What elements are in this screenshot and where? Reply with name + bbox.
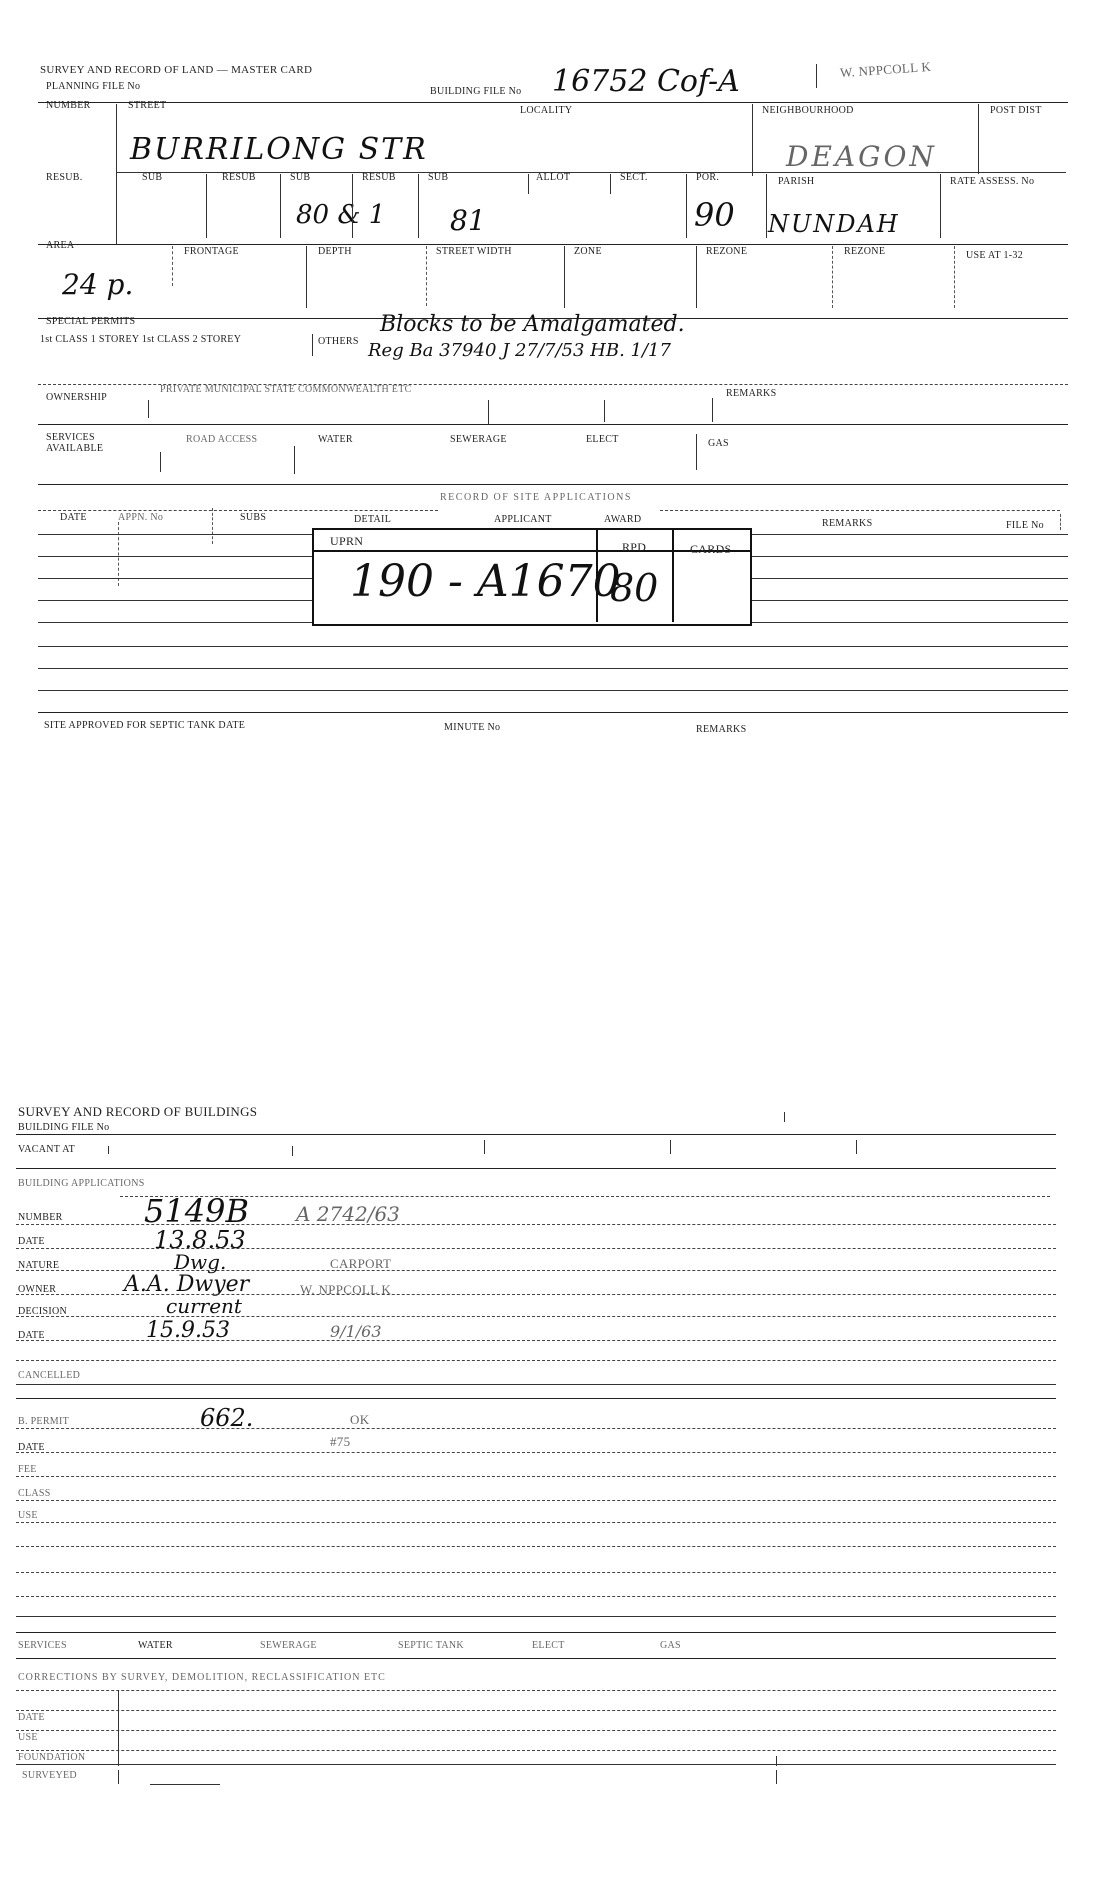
others-note-1: Blocks to be Amalgamated. [380, 312, 685, 337]
app-date-value: 13.8.53 [154, 1226, 246, 1254]
ownership-options: PRIVATE MUNICIPAL STATE COMMONWEALTH ETC [160, 384, 412, 395]
app-owner-value-2: W. NPPCOLL K [300, 1282, 392, 1297]
surveyed-label: SURVEYED [22, 1770, 77, 1781]
app-date-label: DATE [18, 1236, 45, 1247]
depth-label: DEPTH [318, 246, 352, 257]
final-foundation-label: FOUNDATION [18, 1752, 86, 1763]
sub-label-1: SUB [142, 172, 163, 183]
app-date2-value-2: 9/1/63 [330, 1322, 382, 1341]
por-label: POR. [696, 172, 720, 183]
col-date: DATE [60, 512, 87, 523]
sub-label-2: SUB [290, 172, 311, 183]
uprn-value: 190 - A1670 [350, 556, 621, 607]
col-award: AWARD [604, 514, 642, 525]
top-right-note: W. NPPCOLL K [839, 58, 932, 81]
zone-label: ZONE [574, 246, 602, 257]
col-file-no: FILE No [1006, 520, 1044, 531]
build-row-label-use: USE [18, 1510, 38, 1521]
bld-water-label: WATER [138, 1640, 173, 1651]
minute-label: MINUTE No [444, 722, 501, 733]
cards-label: CARDS [690, 542, 732, 556]
services-label-2: AVAILABLE [46, 443, 104, 454]
col-remarks: REMARKS [822, 518, 873, 529]
others-note-2: Reg Ba 37940 J 27/7/53 HB. 1/17 [368, 340, 671, 361]
bld-elect-label: ELECT [532, 1640, 565, 1651]
col-applicant: APPLICANT [494, 514, 552, 525]
app-nature-label: NATURE [18, 1260, 60, 1271]
elect-label: ELECT [586, 434, 619, 445]
area-value: 24 p. [62, 268, 134, 301]
ownership-remarks-label: REMARKS [726, 388, 777, 399]
col-appn-no: APPN. No [118, 512, 164, 523]
build-permit-label: B. PERMIT [18, 1416, 70, 1427]
street-width-label: STREET WIDTH [436, 246, 512, 257]
uprn-label: UPRN [330, 534, 364, 548]
rate-assess-label: RATE ASSESS. No [950, 176, 1035, 187]
bld-services-label: SERVICES [18, 1640, 67, 1651]
corrections-label: CORRECTIONS BY SURVEY, DEMOLITION, RECLASSIFICATION ETC [18, 1672, 386, 1683]
app-nature-value-2: CARPORT [330, 1256, 392, 1271]
vacant-at-label: VACANT AT [18, 1144, 76, 1155]
resub-label: RESUB. [46, 172, 83, 183]
app-number-value: 5149B [144, 1192, 249, 1230]
area-label: AREA [46, 240, 75, 251]
col-subs: SUBS [240, 512, 267, 523]
number-label: NUMBER [46, 100, 91, 111]
rezone-label-2: REZONE [844, 246, 886, 257]
class-label: 1st CLASS 1 STOREY 1st CLASS 2 STOREY [40, 334, 242, 345]
locality-label: LOCALITY [520, 105, 573, 116]
building-file-label: BUILDING FILE No [430, 86, 522, 97]
neighbourhood-label: NEIGHBOURHOOD [762, 105, 854, 116]
sub3-value: 81 [450, 204, 486, 237]
site-apps-title: RECORD OF SITE APPLICATIONS [440, 492, 632, 503]
ownership-label: OWNERSHIP [46, 392, 108, 403]
building-applications-label: BUILDING APPLICATIONS [18, 1178, 145, 1189]
sect-label: SECT. [620, 172, 648, 183]
col-detail: DETAIL [354, 514, 392, 525]
use-at-label: USE AT 1-32 [966, 250, 1024, 261]
sewerage-label: SEWERAGE [450, 434, 507, 445]
footer-remarks-label: REMARKS [696, 724, 747, 735]
planning-file-label: PLANNING FILE No [46, 81, 141, 92]
bld-sewerage-label: SEWERAGE [260, 1640, 317, 1651]
build-row-label-class: CLASS [18, 1488, 51, 1499]
land-card-title: SURVEY AND RECORD OF LAND — MASTER CARD [40, 64, 313, 76]
app-nature-value: Dwg. [174, 1250, 227, 1274]
por-value: 90 [694, 196, 735, 234]
post-dist-label: POST DIST [990, 105, 1042, 116]
app-date2-value: 15.9.53 [146, 1318, 230, 1343]
app-date2-label: DATE [18, 1330, 45, 1341]
bld-gas-label: GAS [660, 1640, 681, 1651]
land-rule-1 [38, 102, 1068, 103]
others-label: OTHERS [318, 336, 359, 347]
septic-label: SITE APPROVED FOR SEPTIC TANK DATE [44, 720, 246, 731]
rpd-value: 80 [610, 566, 659, 610]
app-cancelled-label: CANCELLED [18, 1370, 81, 1381]
resub-label-1: RESUB [222, 172, 256, 183]
rezone-label-1: REZONE [706, 246, 748, 257]
app-number-value-2: A 2742/63 [296, 1202, 400, 1226]
allot-label: ALLOT [536, 172, 571, 183]
services-label-1: SERVICES [46, 432, 95, 443]
build-row-label-fee: FEE [18, 1464, 37, 1475]
app-owner-label: OWNER [18, 1284, 57, 1295]
parish-label: PARISH [778, 176, 815, 187]
gas-label: GAS [708, 438, 729, 449]
final-date-label: DATE [18, 1712, 45, 1723]
building-card-file-label: BUILDING FILE No [18, 1122, 110, 1133]
build-permit-value: 662. [200, 1404, 254, 1432]
special-permits-label: SPECIAL PERMITS [46, 316, 136, 327]
street-value: BURRILONG STR [130, 132, 428, 167]
build-permit-value-2: OK [350, 1412, 370, 1427]
rpd-label: RPD [622, 540, 647, 554]
app-decision-label: DECISION [18, 1306, 68, 1317]
build-date-value-2: #75 [330, 1434, 351, 1449]
app-decision-value: current [166, 1294, 242, 1318]
sub-value: 80 & 1 [296, 200, 386, 230]
final-use-label: USE [18, 1732, 38, 1743]
road-access-label: ROAD ACCESS [186, 434, 258, 445]
build-date-label: DATE [18, 1442, 45, 1453]
street-label: STREET [128, 100, 167, 111]
building-file-value: 16752 Cof-A [552, 64, 740, 99]
frontage-label: FRONTAGE [184, 246, 239, 257]
app-number-label: NUMBER [18, 1212, 63, 1223]
neighbourhood-value: DEAGON [786, 140, 937, 173]
parish-value: NUNDAH [768, 210, 900, 238]
resub-label-2: RESUB [362, 172, 396, 183]
water-label: WATER [318, 434, 353, 445]
sub-label-3: SUB [428, 172, 449, 183]
building-card-title: SURVEY AND RECORD OF BUILDINGS [18, 1104, 258, 1119]
bld-septic-label: SEPTIC TANK [398, 1640, 464, 1651]
app-owner-value: A.A. Dwyer [124, 1272, 250, 1297]
